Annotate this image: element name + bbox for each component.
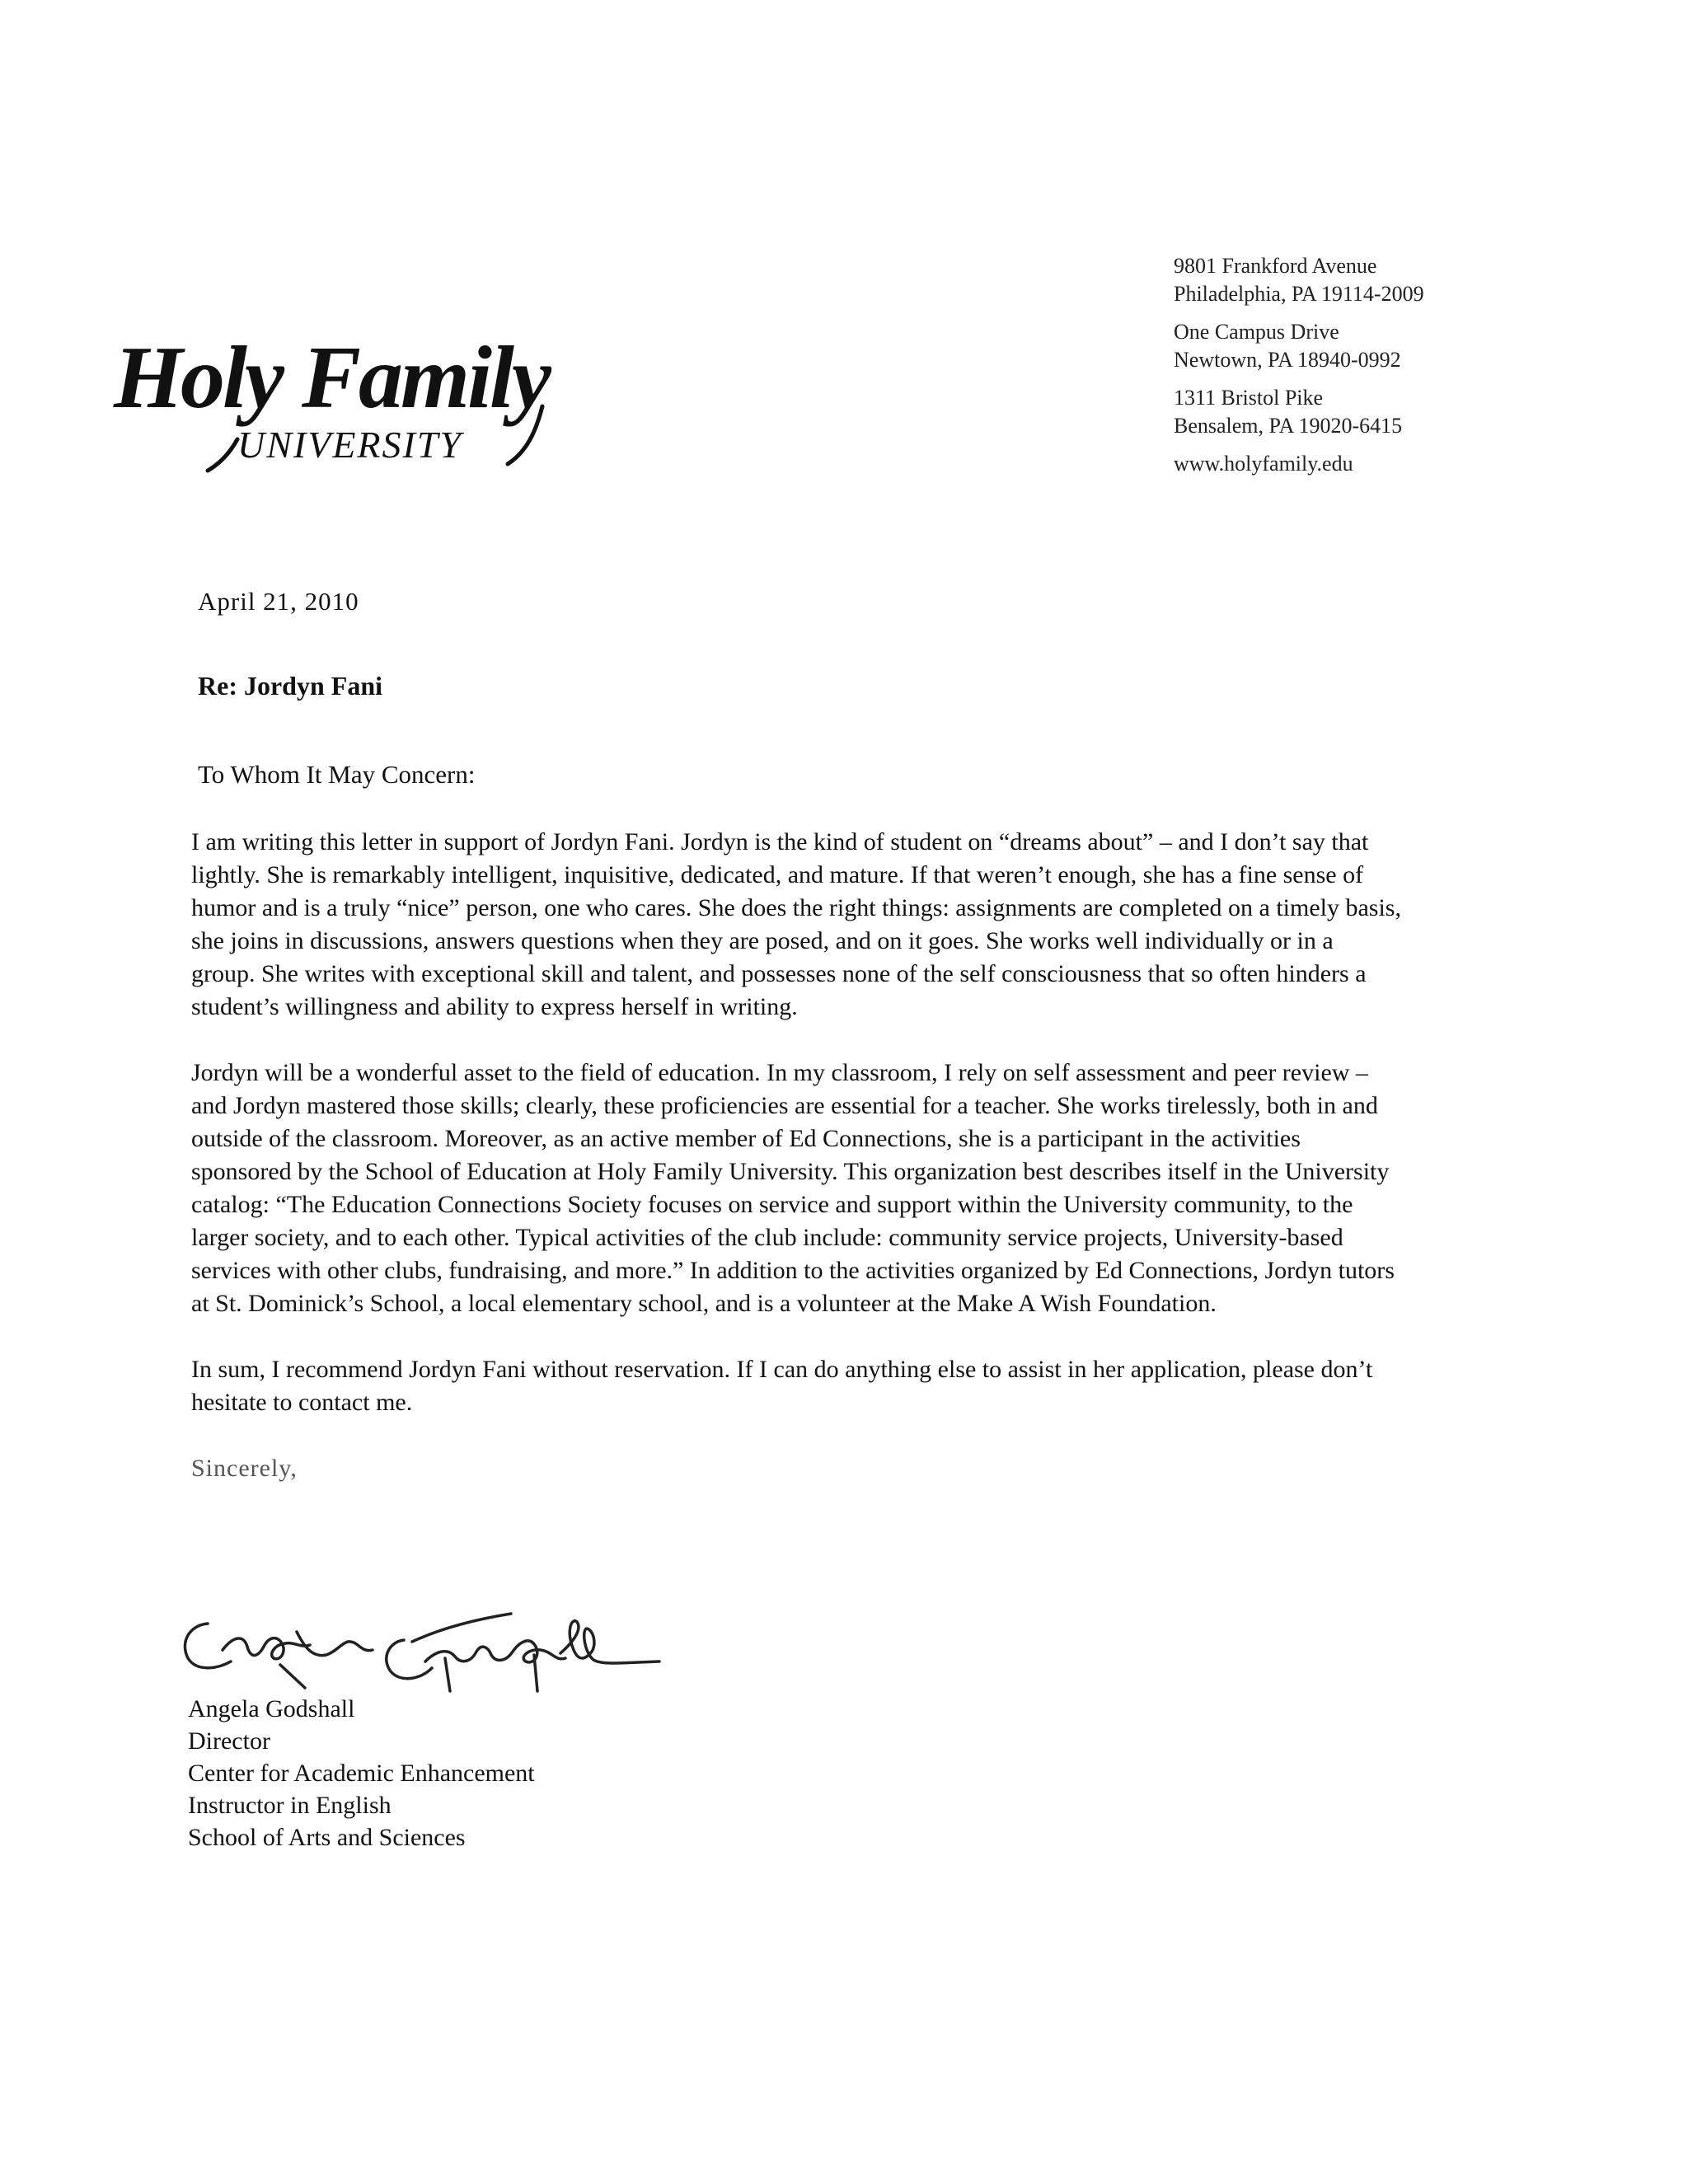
address-newtown bbox=[1174, 318, 1470, 374]
website-url: www.holyfamily.edu bbox=[1174, 452, 1353, 476]
address-line: Philadelphia, PA 19114-2009 bbox=[1174, 282, 1424, 306]
logo-subtitle: UNIVERSITY bbox=[237, 424, 462, 466]
signer-block bbox=[188, 1693, 535, 1854]
letter-date: April 21, 2010 bbox=[198, 587, 359, 616]
salutation: To Whom It May Concern: bbox=[198, 760, 476, 789]
logo-name: Holy Family bbox=[114, 329, 549, 427]
paragraph-3: In sum, I recommend Jordyn Fani without reservation. If I can do anything else to assist in her application, please don’t hesitate to contact me. bbox=[191, 1356, 1373, 1416]
address-bensalem bbox=[1174, 384, 1470, 440]
closing: Sincerely, bbox=[191, 1455, 298, 1482]
signer-title: Director bbox=[188, 1727, 270, 1755]
handwritten-signature bbox=[165, 1582, 692, 1706]
address-line: 9801 Frankford Avenue bbox=[1174, 254, 1377, 278]
subject-line: Re: Jordyn Fani bbox=[198, 671, 382, 701]
address-line: Newtown, PA 18940-0992 bbox=[1174, 348, 1401, 372]
signer-school: School of Arts and Sciences bbox=[188, 1824, 466, 1851]
address-line: 1311 Bristol Pike bbox=[1174, 386, 1324, 410]
address-block bbox=[1174, 252, 1470, 478]
address-philadelphia bbox=[1174, 252, 1470, 308]
signer-role: Instructor in English bbox=[188, 1792, 392, 1819]
address-line: One Campus Drive bbox=[1174, 320, 1339, 344]
university-logo bbox=[114, 329, 575, 474]
paragraph-2: Jordyn will be a wonderful asset to the field of education. In my classroom, I rely on self assessment and peer review – and Jordyn mastered those skills; clearly, these proficiencies are essential for a teacher. She works tirelessly, both in and outside of the classroom. Moreover, as an active member of Ed Connections, she is a participant in the activities sponsored by the School of Education at Holy Family University. This organization best describes itself in the University catalog: “The Education Connections Society focuses on service and support within the University community, to the larger society, and to each other. Typical activities of the club include: community service projects, University-based services with other clubs, fundraising, and more.” In addition to the activities organized by Ed Connections, Jordyn tutors at St. Dominick’s School, a local elementary school, and is a volunteer at the Make A Wish Foundation. bbox=[191, 1059, 1395, 1317]
signer-center: Center for Academic Enhancement bbox=[188, 1760, 535, 1787]
letter-body bbox=[191, 585, 1403, 1485]
signer-name: Angela Godshall bbox=[188, 1695, 355, 1722]
paragraph-1: I am writing this letter in support of Jordyn Fani. Jordyn is the kind of student on “dreams about” – and I don’t say that lightly. She is remarkably intelligent, inquisitive, dedicated, and mature. If that weren’t enough, she has a fine sense of humor and is a truly “nice” person, one who cares. She does the right things: assignments are completed on a timely basis, she joins in discussions, answers questions when they are posed, and on it goes. She works well individually or in a group. She writes with exceptional skill and talent, and possesses none of the self consciousness that so often hinders a student’s willingness and ability to express herself in writing. bbox=[191, 828, 1401, 1020]
address-line: Bensalem, PA 19020-6415 bbox=[1174, 414, 1403, 438]
